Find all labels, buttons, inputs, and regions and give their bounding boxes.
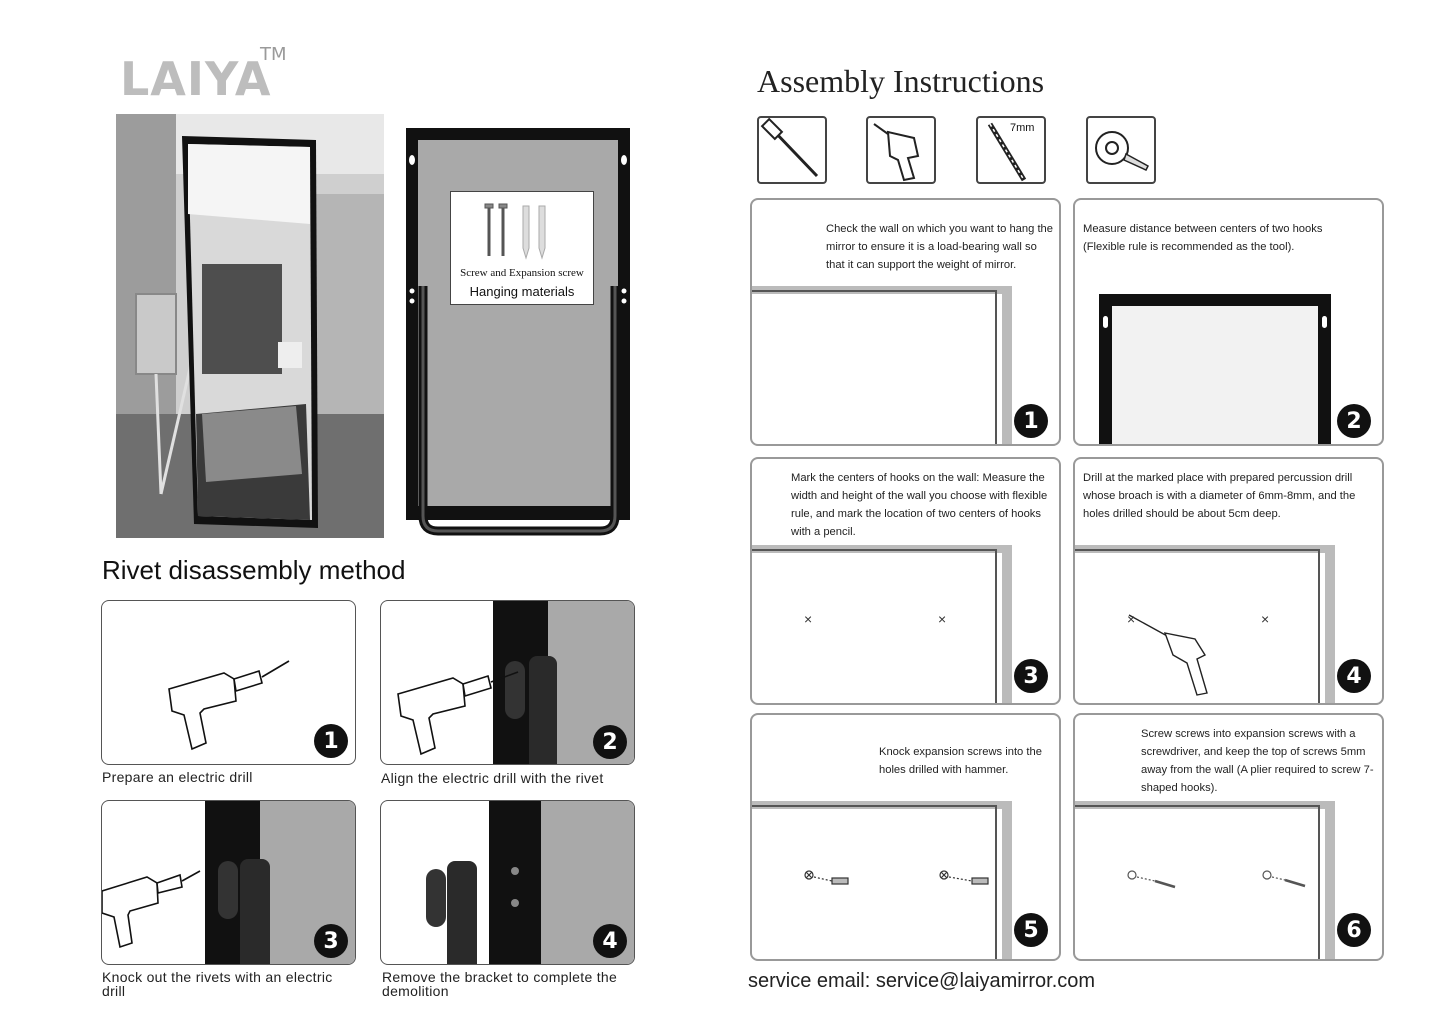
assembly-step-2-text: Measure distance between centers of two hooks (Flexible rule is recommended as the tool). [1083, 223, 1323, 253]
rivet-step-4-panel [380, 800, 635, 965]
hook-mark-left: × [1127, 611, 1136, 627]
rivet-step-1-panel [101, 600, 356, 765]
percussion-drill-icon [1125, 609, 1235, 699]
rivet-step-1-badge: 1 [314, 724, 348, 758]
assembly-step-4-badge: 4 [1337, 659, 1371, 693]
assembly-step-5-panel [750, 713, 1061, 961]
assembly-step-1-text: Check the wall on which you want to hang the mirror to ensure it is a load-bearing wall so that it can support the weight of mirror. [826, 223, 1053, 271]
hammer-icon [757, 116, 827, 184]
rivet-step-3-panel [101, 800, 356, 965]
hanging-caption-line2: Hanging materials [469, 284, 575, 299]
assembly-step-5-text: Knock expansion screws into the holes drilled with hammer. [879, 746, 1042, 776]
assembly-step-3-panel [750, 457, 1061, 705]
electric-drill-icon [393, 656, 523, 756]
rivet-step-3-badge: 3 [314, 924, 348, 958]
mirror-back-diagram [404, 126, 634, 536]
rivet-section-title: Rivet disassembly method [102, 555, 406, 585]
tape-measure-icon [1086, 116, 1156, 184]
drill-bit-size-label: 7mm [1010, 122, 1035, 134]
room-photo [116, 114, 384, 538]
rivet-step-2-caption: Align the electric drill with the rivet [381, 770, 604, 786]
assembly-step-2-badge: 2 [1337, 404, 1371, 438]
hook-mark-left: × [804, 611, 813, 627]
brand-logo: LAIYA [120, 52, 272, 106]
screws-icon [1125, 865, 1325, 895]
assembly-step-4-text: Drill at the marked place with prepared percussion drill whose broach is with a diameter of 6mm-8mm, and the holes drilled should be about 5cm deep. [1083, 472, 1356, 520]
rivet-step-3-caption: Knock out the rivets with an electric drill [102, 969, 333, 999]
assembly-step-3-text: Mark the centers of hooks on the wall: Measure the width and height of the wall you choose with flexible rule, and mark the location of two centers of hooks with a pencil. [791, 472, 1048, 538]
hook-mark-right: × [1261, 611, 1270, 627]
screws-and-anchors-icon [479, 200, 565, 262]
assembly-step-4-panel [1073, 457, 1384, 705]
electric-drill-icon [866, 116, 936, 184]
assembly-step-1-panel [750, 198, 1061, 446]
trademark-mark: TM [260, 44, 287, 65]
service-email: service email: service@laiyamirror.com [748, 970, 1096, 992]
drill-bit-icon [976, 116, 1046, 184]
expansion-screws-icon [802, 865, 1002, 895]
electric-drill-icon [102, 861, 202, 951]
rivet-step-4-caption: Remove the bracket to complete the demolition [382, 969, 618, 999]
assembly-step-5-badge: 5 [1014, 913, 1048, 947]
electric-drill-icon [164, 651, 294, 751]
rivet-step-4-badge: 4 [593, 924, 627, 958]
hanging-materials-label [450, 191, 594, 305]
rivet-step-1-caption: Prepare an electric drill [102, 769, 253, 785]
hook-mark-right: × [938, 611, 947, 627]
assembly-step-3-badge: 3 [1014, 659, 1048, 693]
assembly-step-6-panel [1073, 713, 1384, 961]
assembly-title: Assembly Instructions [757, 63, 1045, 99]
assembly-step-6-badge: 6 [1337, 913, 1371, 947]
assembly-step-1-badge: 1 [1014, 404, 1048, 438]
assembly-step-6-text: Screw screws into expansion screws with a screwdriver, and keep the top of screws 5mm away from the wall (A plier required to screw 7-shaped hooks). [1141, 728, 1374, 794]
rivet-step-2-panel [380, 600, 635, 765]
hanging-caption-line1: Screw and Expansion screw [460, 267, 584, 279]
assembly-step-2-panel [1073, 198, 1384, 446]
rivet-step-2-badge: 2 [593, 725, 627, 759]
